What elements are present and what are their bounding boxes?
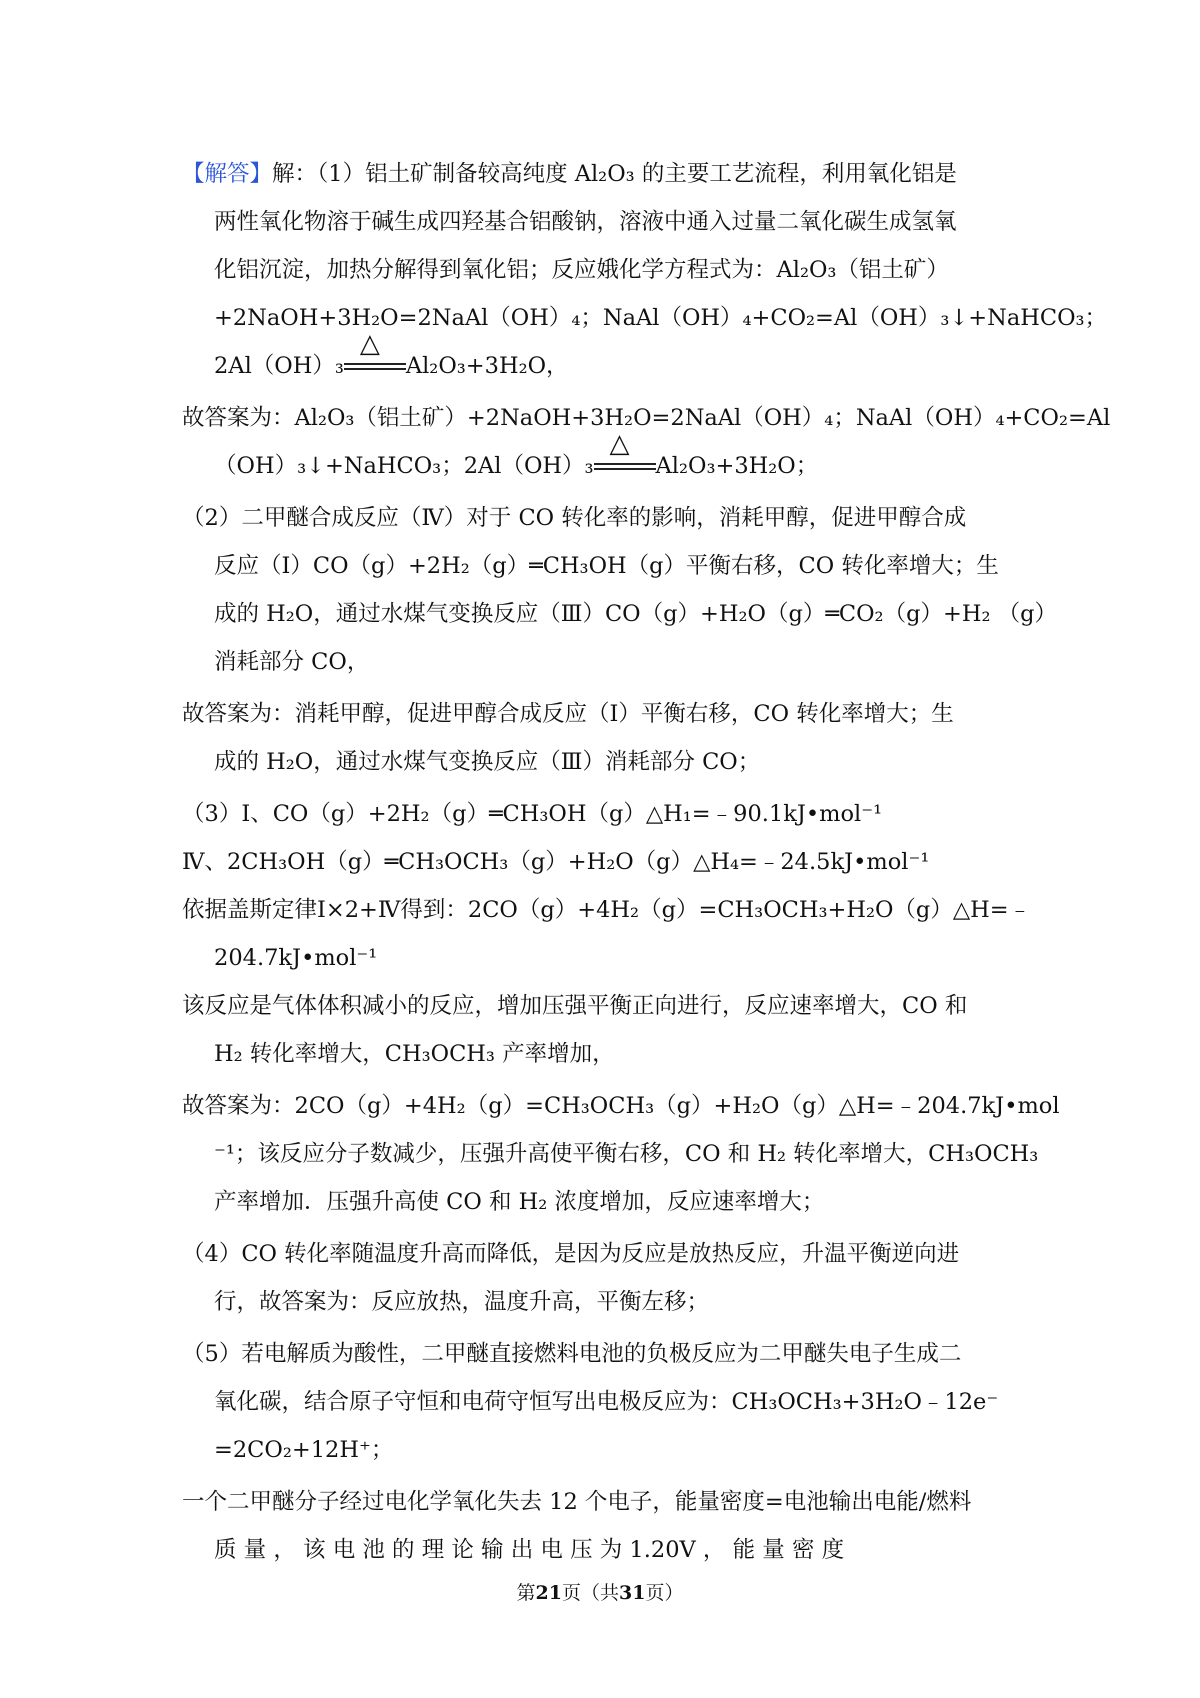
word: 压: [570, 1537, 593, 1563]
text-line: 该反应是气体体积减小的反应，增加压强平衡正向进行，反应速率增大，CO 和: [182, 993, 968, 1019]
word: 度: [821, 1537, 845, 1563]
justified-line: [182, 1526, 1022, 1574]
word: 该: [303, 1537, 326, 1563]
word: 电: [540, 1537, 563, 1563]
document-body: [182, 150, 1111, 1578]
equation-right: Al₂O₃+3H₂O，: [405, 353, 569, 379]
footer-middle: 页（共: [561, 1582, 619, 1604]
text-line: Ⅳ、2CH₃OH（g）═CH₃OCH₃（g）+H₂O（g）△H₄=﹣24.5kJ•mol⁻¹: [182, 849, 930, 875]
word: 1.20V: [629, 1537, 696, 1563]
text-line: 氧化碳，结合原子守恒和电荷守恒写出电极反应为：CH₃OCH₃+3H₂O﹣12e⁻: [214, 1389, 999, 1415]
text-line: 产率增加．压强升高使 CO 和 H₂ 浓度增加，反应速率增大；: [214, 1189, 825, 1215]
text-line: =2CO₂+12H⁺；: [214, 1437, 394, 1463]
answer-3: [182, 1082, 1060, 1226]
word: 池: [362, 1537, 385, 1563]
equation-right: Al₂O₃+3H₂O；: [655, 453, 819, 479]
text-line: 故答案为：2CO（g）+4H₂（g）=CH₃OCH₃（g）+H₂O（g）△H=﹣204.7kJ•mol: [182, 1093, 1060, 1119]
answer-2: [182, 690, 1022, 786]
text-line: 消耗部分 CO，: [214, 649, 370, 675]
part-4: [182, 1230, 1022, 1326]
text-line: （2）二甲醚合成反应（Ⅳ）对于 CO 转化率的影响，消耗甲醇，促进甲醇合成: [182, 505, 967, 531]
word: 的: [392, 1537, 415, 1563]
word: 能: [732, 1537, 756, 1563]
equation-line: [182, 429, 1022, 490]
heat-arrow-icon: [344, 329, 406, 375]
answer-tag: 【解答】: [182, 161, 273, 187]
text-line: 故答案为：Al₂O₃（铝土矿）+2NaOH+3H₂O=2NaAl（OH）₄；NaAl（OH）₄+CO₂=Al: [182, 405, 1111, 431]
text-line: ⁻¹；该反应分子数减少，压强升高使平衡右移，CO 和 H₂ 转化率增大，CH₃OCH₃: [214, 1141, 1039, 1167]
heat-symbol: △: [359, 329, 380, 359]
word: ，: [702, 1537, 726, 1563]
part-2: [182, 494, 1058, 686]
text-line: （5）若电解质为酸性，二甲醚直接燃料电池的负极反应为二甲醚失电子生成二: [182, 1341, 962, 1367]
text-line: （3）Ⅰ、CO（g）+2H₂（g）═CH₃OH（g）△H₁=﹣90.1kJ•mol⁻¹: [182, 801, 883, 827]
equation-left: （OH）₃↓+NaHCO₃；2Al（OH）₃: [214, 453, 594, 479]
word: 量: [762, 1537, 785, 1563]
word: 电: [332, 1537, 356, 1563]
total-pages: 31: [619, 1582, 646, 1604]
text-line: 解：（1）铝土矿制备较高纯度 Al₂O₃ 的主要工艺流程，利用氧化铝是: [272, 161, 957, 187]
text-line: 两性氧化物溶于碱生成四羟基合铝酸钠，溶液中通入过量二氧化碳生成氢氧: [214, 209, 957, 235]
text-line: 204.7kJ•mol⁻¹: [214, 945, 378, 971]
heat-symbol: △: [609, 429, 630, 459]
text-line: 故答案为：消耗甲醇，促进甲醇合成反应（Ⅰ）平衡右移，CO 转化率增大；生: [182, 701, 954, 727]
word: 为: [599, 1537, 623, 1563]
part-3: [182, 790, 1032, 1078]
footer-prefix: 第: [516, 1582, 536, 1604]
text-line: +2NaOH+3H₂O=2NaAl（OH）₄；NaAl（OH）₄+CO₂=Al（OH）₃↓+NaHCO₃；: [214, 305, 1108, 331]
equation-left: 2Al（OH）₃: [214, 353, 344, 379]
text-line: 成的 H₂O，通过水煤气变换反应（Ⅲ）CO（g）+H₂O（g）═CO₂（g）+H₂ （g）: [214, 601, 1058, 627]
text-line: 一个二甲醚分子经过电化学氧化失去 12 个电子，能量密度=电池输出电能/燃料: [182, 1489, 972, 1515]
text-line: （4）CO 转化率随温度升高而降低，是因为反应是放热反应，升温平衡逆向进: [182, 1241, 960, 1267]
word: 理: [421, 1537, 445, 1563]
footer-suffix: 页）: [645, 1582, 684, 1604]
page-footer: [0, 1578, 1200, 1605]
heat-arrow-icon: [594, 429, 656, 475]
part-6: [182, 1478, 1022, 1574]
answer-intro: [182, 150, 1108, 390]
word: 质: [214, 1537, 237, 1563]
word: 出: [510, 1537, 534, 1563]
word: 输: [481, 1537, 504, 1563]
text-line: 反应（Ⅰ）CO（g）+2H₂（g）═CH₃OH（g）平衡右移，CO 转化率增大；生: [214, 553, 999, 579]
text-line: 行，故答案为：反应放热，温度升高，平衡左移；: [214, 1289, 710, 1315]
text-line: 化铝沉淀，加热分解得到氧化铝；反应娥化学方程式为：Al₂O₃（铝土矿）: [214, 257, 949, 283]
text-line: 成的 H₂O，通过水煤气变换反应（Ⅲ）消耗部分 CO；: [214, 749, 761, 775]
word: ，: [273, 1537, 296, 1563]
answer-1: [182, 394, 1111, 490]
word: 密: [791, 1537, 815, 1563]
part-5: [182, 1330, 1022, 1474]
page-number: 21: [535, 1582, 562, 1604]
equation-line: [182, 329, 1022, 390]
word: 量: [243, 1537, 267, 1563]
text-line: 依据盖斯定律Ⅰ×2+Ⅳ得到：2CO（g）+4H₂（g）=CH₃OCH₃+H₂O（g）△H=﹣: [182, 897, 1032, 923]
word: 论: [451, 1537, 474, 1563]
text-line: H₂ 转化率增大，CH₃OCH₃ 产率增加，: [214, 1041, 615, 1067]
